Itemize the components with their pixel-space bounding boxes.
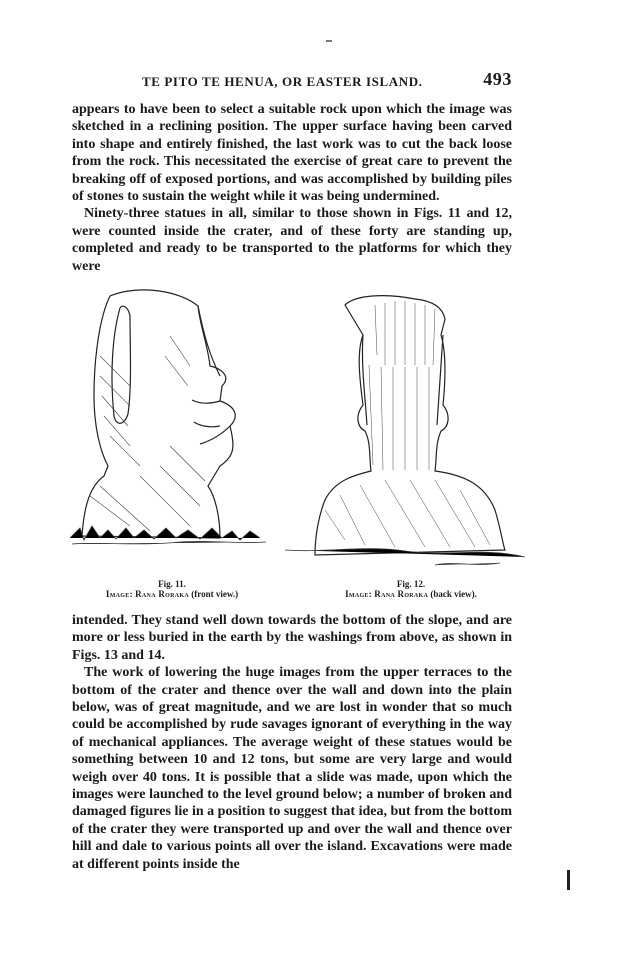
running-title: TE PITO TE HENUA, OR EASTER ISLAND. [142, 74, 423, 89]
caption-text: Image: Rana Roraka (back view). [345, 589, 477, 599]
paragraph: Ninety-three statues in all, similar to those shown in Figs. 11 and 12, were counted inside the crater, and of these forty are standing up, completed and ready to be transported to the platforms for which they were [72, 206, 512, 274]
figure-label: Fig. 11. [158, 579, 186, 589]
statue-back-view-illustration [285, 295, 525, 576]
figure-label: Fig. 12. [396, 579, 426, 589]
scan-mark-bottom [567, 870, 570, 890]
figure-12-caption [296, 579, 526, 599]
paragraph: intended. They stand well down towards the bottom of the slope, and are more or less buried in the earth by the washings from above, as shown in Figs. 13 and 14. [72, 613, 512, 663]
paragraph: appears to have been to select a suitable rock upon which the image was sketched in a reclining position. The upper surface having been carved into shape and entirely finished, the last work was to cut the back loose from the rock. This necessitated the exercise of great care to prevent the breaking off of exposed portions, and was accomplished by building piles of stones to sustain the weight while it was being undermined. [72, 102, 512, 205]
statue-front-view-illustration [70, 276, 268, 576]
figure-11-caption [62, 579, 282, 599]
text-block-top [72, 101, 512, 275]
caption-text: Image: Rana Roraka (front view.) [105, 589, 239, 599]
ground-line [285, 549, 525, 565]
statue-back-outline [315, 296, 505, 555]
page-number: 493 [483, 69, 512, 89]
statue-back-shading [325, 301, 490, 547]
paragraph: The work of lowering the huge images from the upper terraces to the bottom of the crater and thence over the wall and down into the plain below, was of great magnitude, and we are lost in wonder that so much could be accomplished by rude savages ignorant of everything in the way of mechanical appliances. The average weight of these statues would be something between 10 and 12 tons, but some are very large and would weigh over 40 tons. It is possible that a slide was made, upon which the images were launched to the level ground below; a number of broken and damaged figures lie in a position to suggest that idea, but from the bottom of the crater they were transported up and over the wall and thence over hill and dale to various points all over the island. Excavations were made at different points inside the [72, 665, 512, 872]
text-block-bottom [72, 612, 512, 873]
ground-grass [70, 526, 266, 544]
statue-front-outline [82, 290, 235, 538]
scan-mark-top [326, 40, 332, 42]
statue-front-shading [90, 336, 205, 531]
